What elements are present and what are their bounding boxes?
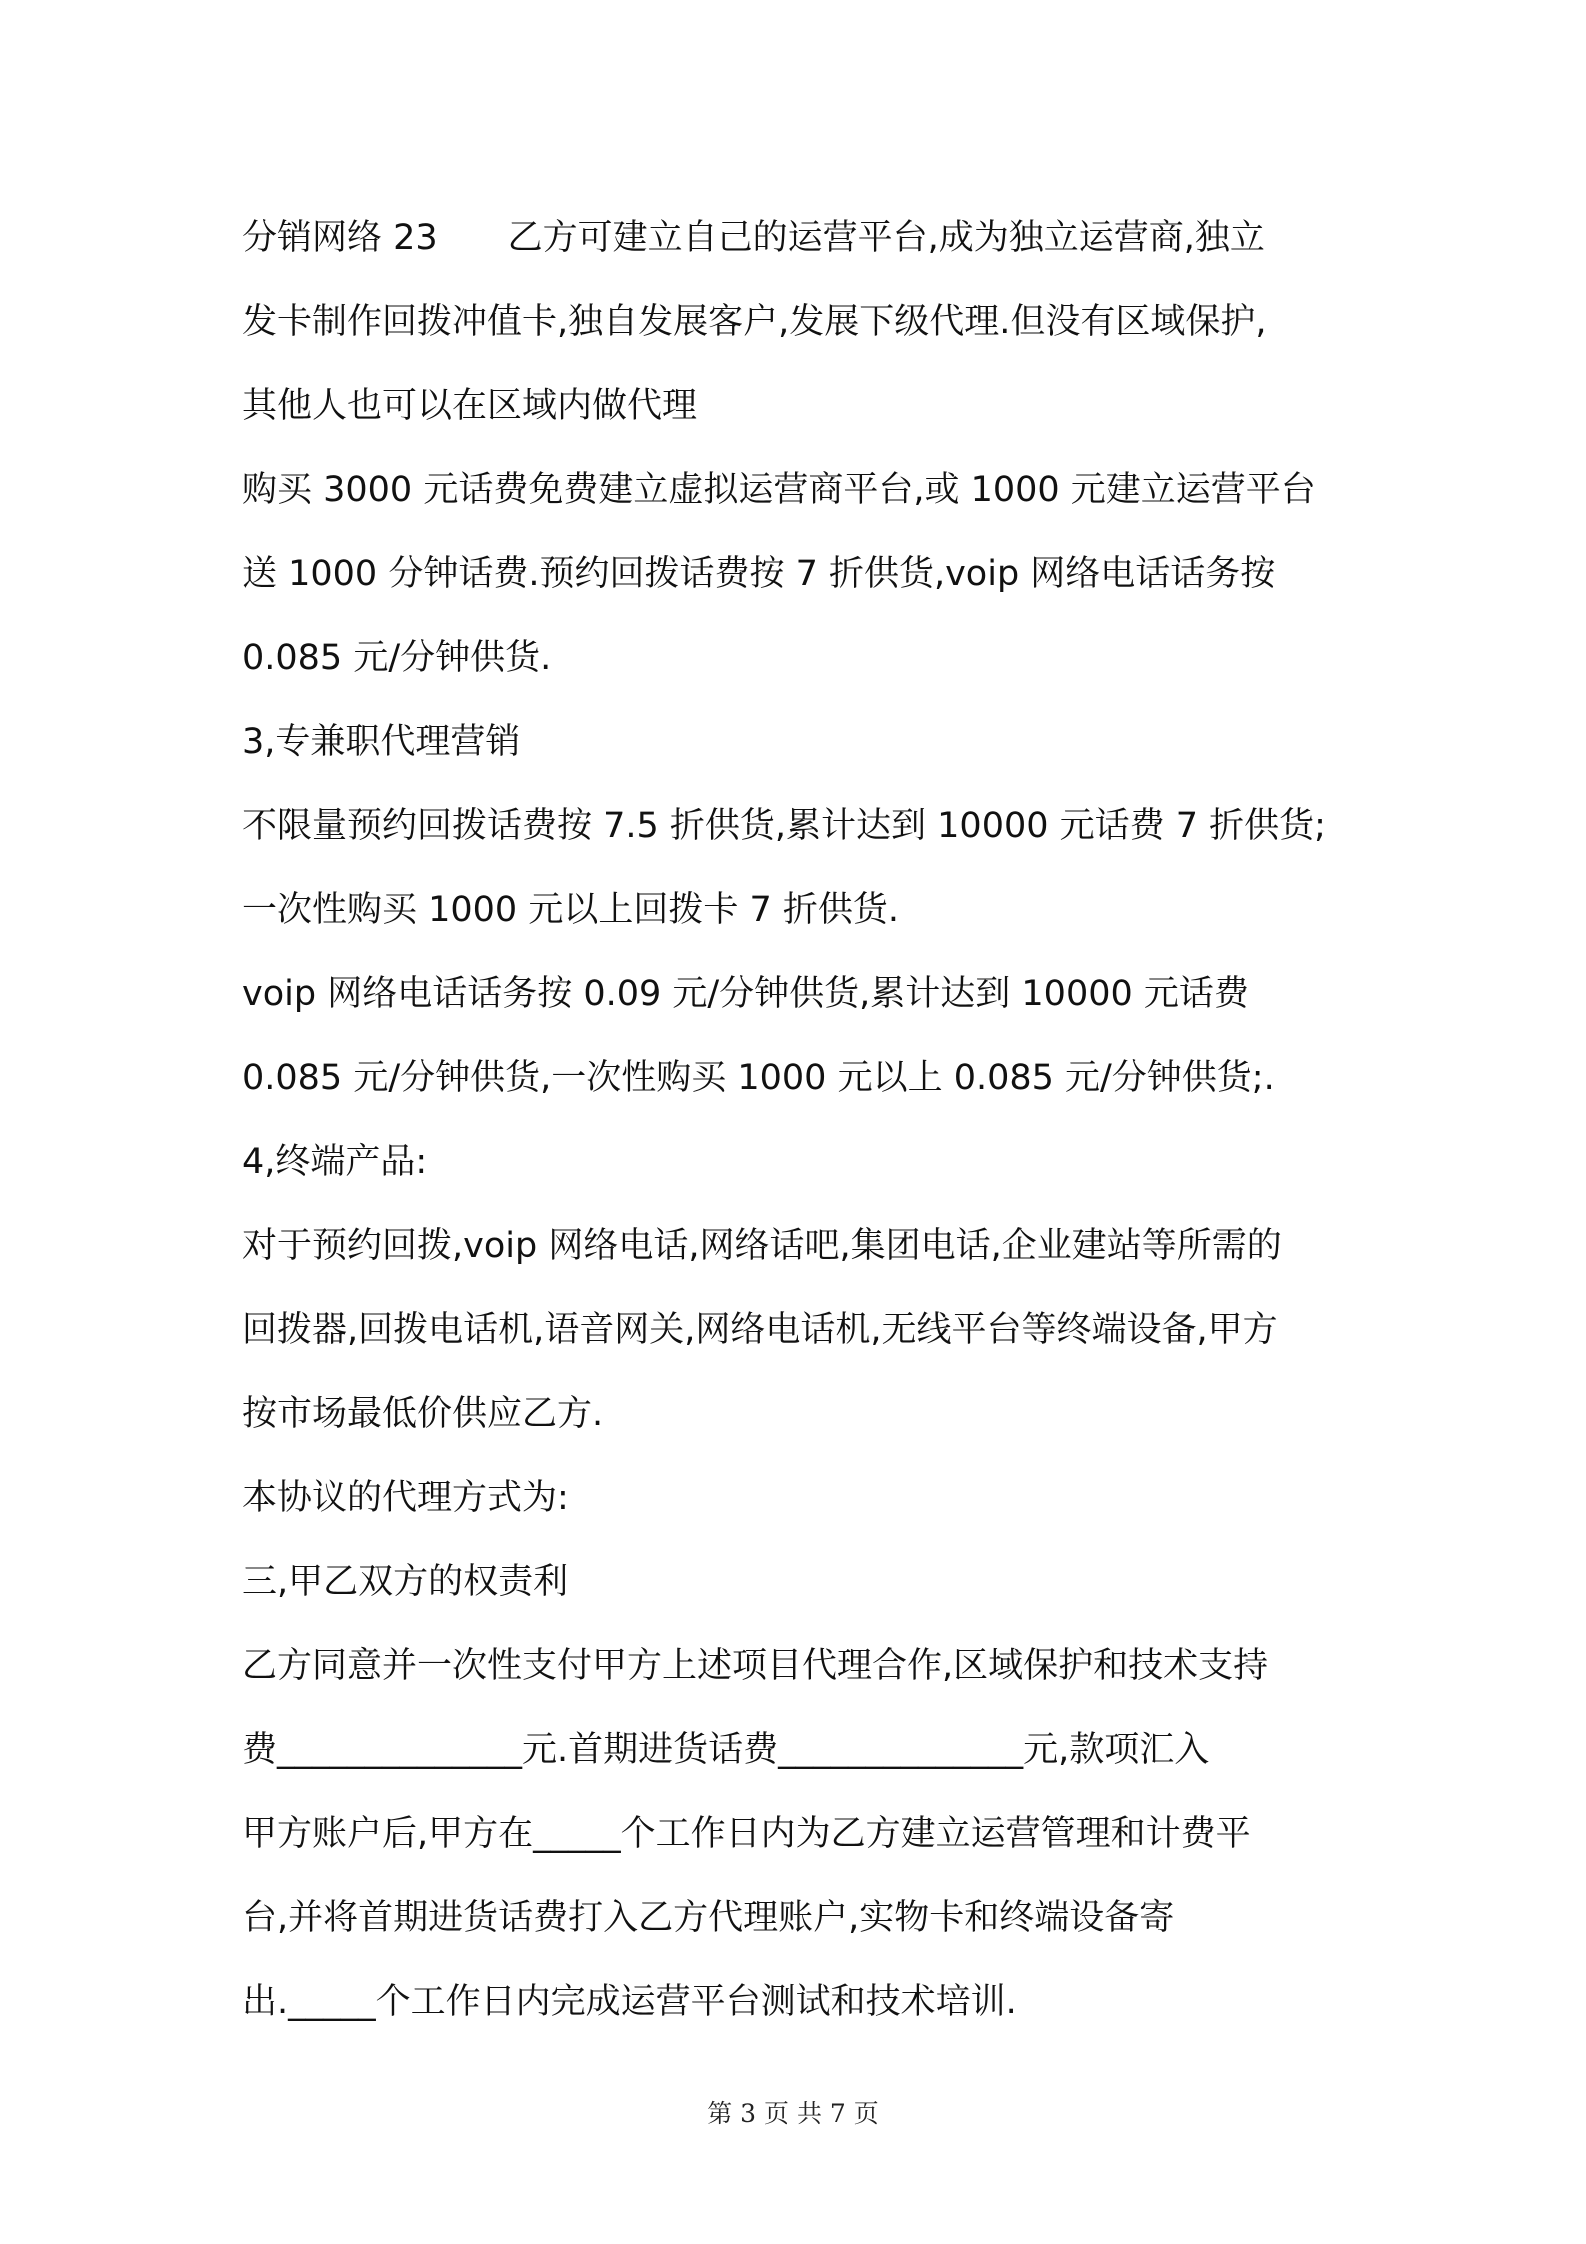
section-heading: 三,甲乙双方的权责利 — [242, 1562, 569, 1602]
text-line: 其他人也可以在区域内做代理 — [242, 386, 698, 426]
text-line: 发卡制作回拨冲值卡,独自发展客户,发展下级代理.但没有区域保护, — [242, 302, 1267, 342]
text-line: 0.085 元/分钟供货,一次性购买 1000 元以上 0.085 元/分钟供货;. — [242, 1058, 1275, 1098]
text-line: 分销网络 23 乙方可建立自己的运营平台,成为独立运营商,独立 — [242, 218, 1265, 258]
section-heading: 3,专兼职代理营销 — [242, 722, 521, 762]
text-line: 本协议的代理方式为: — [242, 1478, 569, 1518]
text-line: 购买 3000 元话费免费建立虚拟运营商平台,或 1000 元建立运营平台 — [242, 470, 1316, 510]
text-line: 对于预约回拨,voip 网络电话,网络话吧,集团电话,企业建站等所需的 — [242, 1226, 1282, 1266]
text-line: 费______________元.首期进货话费______________元,款项汇入 — [242, 1730, 1210, 1770]
text-line: 回拨器,回拨电话机,语音网关,网络电话机,无线平台等终端设备,甲方 — [242, 1310, 1278, 1350]
text-line: 不限量预约回拨话费按 7.5 折供货,累计达到 10000 元话费 7 折供货; — [242, 806, 1326, 846]
text-line: 乙方同意并一次性支付甲方上述项目代理合作,区域保护和技术支持 — [242, 1646, 1269, 1686]
section-heading: 4,终端产品: — [242, 1142, 428, 1182]
page-number-footer: 第 3 页 共 7 页 — [707, 2099, 879, 2128]
document-body — [242, 196, 1362, 2044]
text-line: voip 网络电话话务按 0.09 元/分钟供货,累计达到 10000 元话费 — [242, 974, 1249, 1014]
text-line: 送 1000 分钟话费.预约回拨话费按 7 折供货,voip 网络电话话务按 — [242, 554, 1276, 594]
text-line: 按市场最低价供应乙方. — [242, 1394, 604, 1434]
text-line: 甲方账户后,甲方在_____个工作日内为乙方建立运营管理和计费平 — [242, 1814, 1251, 1854]
text-line: 0.085 元/分钟供货. — [242, 638, 552, 678]
text-line: 出._____个工作日内完成运营平台测试和技术培训. — [242, 1982, 1017, 2022]
text-line: 一次性购买 1000 元以上回拨卡 7 折供货. — [242, 890, 899, 930]
text-line: 台,并将首期进货话费打入乙方代理账户,实物卡和终端设备寄 — [242, 1898, 1175, 1938]
